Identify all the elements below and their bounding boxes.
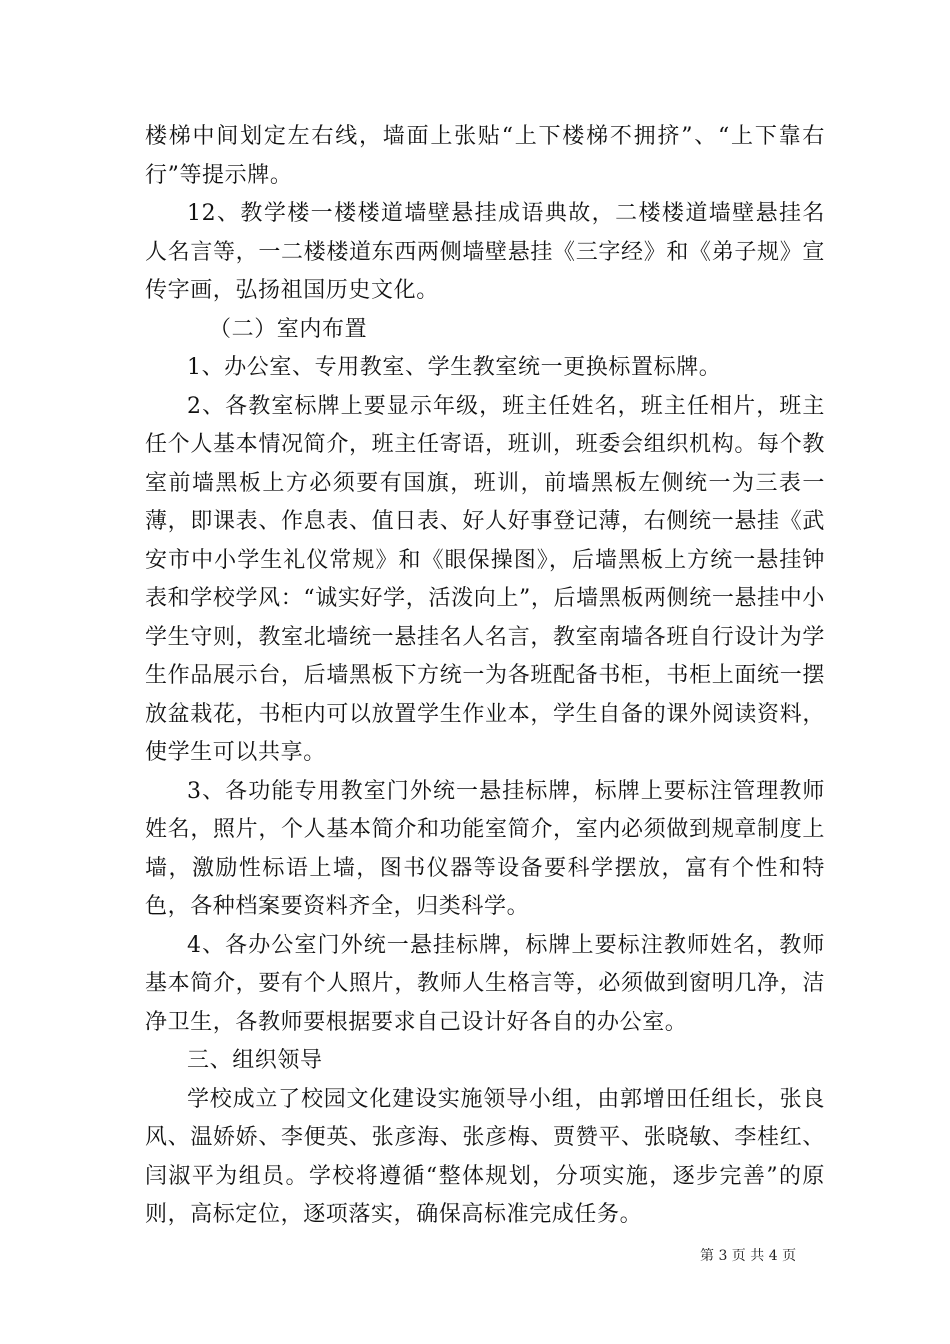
- paragraph-stairs-continued: 楼梯中间划定左右线，墙面上张贴“上下楼梯不拥挤”、“上下靠右行”等提示牌。: [145, 124, 825, 188]
- paragraph-item-4: 4、各办公室门外统一悬挂标牌，标牌上要标注教师姓名，教师基本简介，要有个人照片，教师人生格言等，必须做到窗明几净，洁净卫生，各教师要根据要求自己设计好各自的办公室。: [145, 932, 825, 1035]
- section-heading-indoor-layout: （二）室内布置: [209, 316, 368, 342]
- paragraph-item-12: 12、教学楼一楼楼道墙壁悬挂成语典故，二楼楼道墙壁悬挂名人名言等，一二楼楼道东西两侧墙壁悬挂《三字经》和《弟子规》宣传字画，弘扬祖国历史文化。: [145, 201, 825, 303]
- document-body: [145, 118, 825, 1235]
- paragraph-item-1: 1、办公室、专用教室、学生教室统一更换标置标牌。: [187, 355, 722, 380]
- paragraph-leadership-group: 学校成立了校园文化建设实施领导小组，由郭增田任组长，张良风、温娇娇、李便英、张彦海、张彦梅、贾赞平、张晓敏、李桂红、闫淑平为组员。学校将遵循“整体规划，分项实施，逐步完善”的原则，高标定位，逐项落实，确保高标准完成任务。: [145, 1086, 825, 1227]
- page-number-footer: 第 3 页 共 4 页: [700, 1248, 797, 1264]
- paragraph-item-2: 2、各教室标牌上要显示年级，班主任姓名，班主任相片，班主任个人基本情况简介，班主任寄语，班训，班委会组织机构。每个教室前墙黑板上方必须要有国旗，班训，前墙黑板左侧统一为三表一薄，即课表、作息表、值日表、好人好事登记薄，右侧统一悬挂《武安市中小学生礼仪常规》和《眼保操图》，后墙黑板上方统一悬挂钟表和学校学风：“诚实好学，活泼向上”，后墙黑板两侧统一悬挂中小学生守则，教室北墙统一悬挂名人名言，教室南墙各班自行设计为学生作品展示台，后墙黑板下方统一为各班配备书柜，书柜上面统一摆放盆栽花，书柜内可以放置学生作业本，学生自备的课外阅读资料，使学生可以共享。: [145, 393, 825, 765]
- section-heading-organization: 三、组织领导: [187, 1048, 323, 1073]
- paragraph-item-3: 3、各功能专用教室门外统一悬挂标牌，标牌上要标注管理教师姓名，照片，个人基本简介和功能室简介，室内必须做到规章制度上墙，激励性标语上墙，图书仪器等设备要科学摆放，富有个性和特色，各种档案要资料齐全，归类科学。: [145, 778, 825, 919]
